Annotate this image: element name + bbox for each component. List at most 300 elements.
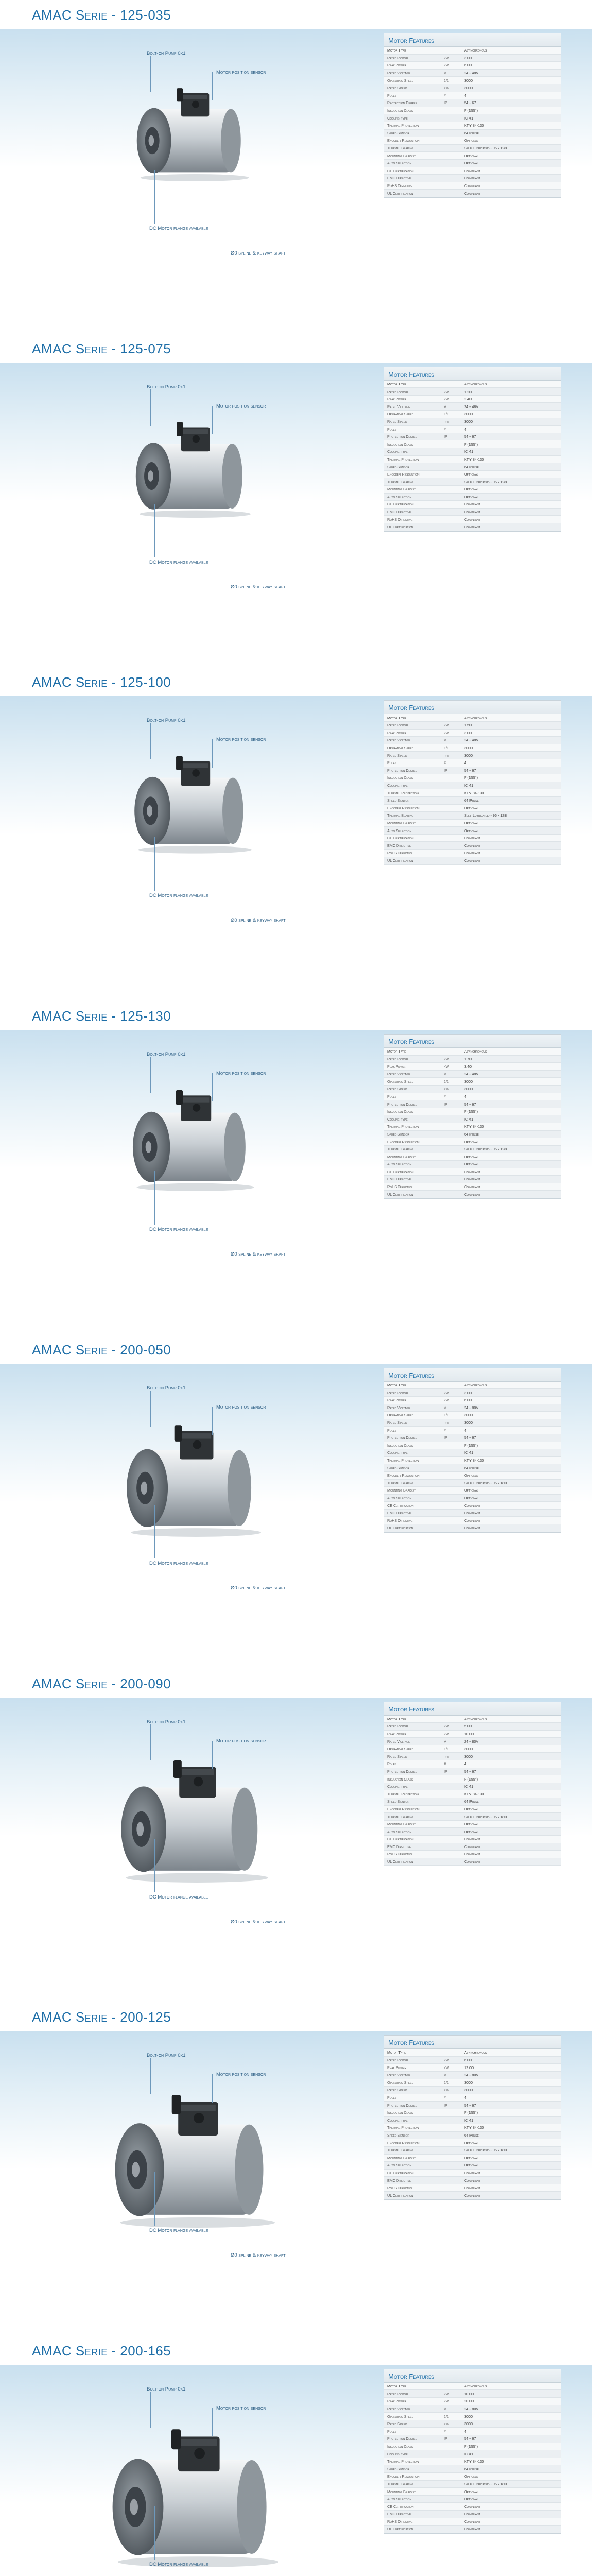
feature-value: KTY 84-130 [464,123,484,128]
feature-unit: # [444,427,446,432]
feature-value: 3000 [464,1754,473,1759]
feature-value: 3000 [464,1079,473,1084]
feature-value: KTY 84-130 [464,2459,484,2464]
section-title: AMAC Serie - 200-050 [32,1342,171,1358]
feature-value: IC 41 [464,115,474,121]
feature-row [384,501,561,509]
feature-value: Self Lubricated - 96 x 180 [464,1480,507,1485]
feature-row [384,1798,561,1806]
feature-row [384,737,561,744]
feature-value: 4 [464,1761,466,1767]
feature-label: EMC Directive [387,843,411,848]
feature-row [384,448,561,456]
feature-label: Thermal Protection [387,790,419,795]
panel-title: Motor Features [384,701,561,714]
feature-value: Self Lubricated - 96 x 180 [464,2148,507,2153]
feature-row [384,1176,561,1183]
feature-unit: rpm [444,753,450,758]
feature-row [384,1753,561,1760]
feature-label: Encoder Resolution [387,805,420,810]
feature-row [384,2443,561,2451]
feature-label: Encoder Resolution [387,1139,420,1144]
feature-label: Motor Type [387,1716,406,1721]
feature-label: Thermal Bearing [387,146,414,151]
motor-features-panel [384,1034,561,1199]
feature-label: Rated Speed [387,419,407,424]
feature-label: Rated Power [387,723,408,728]
feature-value: 64 Pulse [464,2466,479,2471]
feature-unit: 1/1 [444,78,449,83]
feature-value: Compliant [464,2193,480,2198]
feature-row [384,2405,561,2413]
flange-callout: DC Motor flange available [149,1560,208,1566]
feature-row [384,1056,561,1063]
feature-row [384,2398,561,2405]
feature-value: KTY 84-130 [464,1124,484,1129]
feature-unit: kW [444,723,449,728]
feature-value: F (155°) [464,1109,478,1114]
feature-label: Rated Speed [387,2088,407,2093]
feature-label: Rated Speed [387,1754,407,1759]
feature-value: Compliant [464,183,480,188]
feature-label: EMC Directive [387,1177,411,1182]
feature-row [384,1100,561,1108]
feature-value: F (155°) [464,442,478,447]
feature-unit: IP [444,1101,447,1107]
feature-label: Operating Speed [387,745,414,751]
feature-value: Self Lubricated - 96 x 128 [464,813,507,818]
feature-label: Thermal Protection [387,1791,419,1797]
feature-row [384,2420,561,2428]
callout-leader-line [154,2172,155,2226]
feature-row [384,1404,561,1412]
callout-leader-line [154,504,155,557]
feature-value: Compliant [464,191,480,196]
feature-unit: V [444,2406,446,2411]
feature-label: Rated Speed [387,1087,407,1092]
feature-row [384,789,561,797]
section-title: AMAC Serie - 125-130 [32,1008,171,1024]
feature-unit: kW [444,1056,449,1061]
feature-label: Cooling type [387,1784,408,1789]
feature-label: Thermal Bearing [387,1480,414,1485]
feature-value: Optional [464,1139,478,1144]
feature-label: UL Certification [387,1526,413,1531]
feature-label: Poles [387,1761,397,1767]
feature-row [384,2473,561,2481]
feature-unit: rpm [444,1420,450,1426]
feature-row [384,77,561,84]
feature-row [384,463,561,471]
panel-title: Motor Features [384,1702,561,1716]
feature-row [384,494,561,501]
feature-label: Thermal Protection [387,1124,419,1129]
feature-value: 3000 [464,1087,473,1092]
feature-label: Operating Speed [387,1747,414,1752]
feature-value: Optional [464,1496,478,1500]
feature-row [384,523,561,531]
feature-label: Motor Type [387,2050,406,2055]
feature-row [384,381,561,388]
feature-label: Encoder Resolution [387,2140,420,2145]
feature-value: IC 41 [464,1784,474,1789]
feature-label: UL Certification [387,191,413,196]
feature-value: 4 [464,760,466,766]
feature-value: 3000 [464,78,473,83]
feature-label: Motor Type [387,48,406,53]
feature-row [384,744,561,752]
feature-row [384,84,561,92]
feature-label: Speed Sensor [387,1799,409,1804]
feature-row [384,440,561,448]
feature-unit: IP [444,768,447,773]
feature-value: 64 Pulse [464,1799,479,1804]
motor-features-panel [384,1368,561,1533]
shaft-callout: Ø0 spline & keyway shaft [231,1585,286,1591]
feature-row [384,433,561,441]
feature-row [384,471,561,479]
feature-row [384,1048,561,1056]
feature-unit: kW [444,2399,449,2404]
feature-label: Protection Degree [387,1435,417,1440]
feature-row [384,1063,561,1071]
product-section [0,1001,592,1335]
feature-value: 54 - 67 [464,100,476,106]
feature-label: Speed Sensor [387,1131,409,1137]
feature-label: Auto Selection [387,161,412,166]
feature-row [384,1138,561,1146]
feature-value: Compliant [464,2178,480,2183]
callout-leader-line [150,1391,151,1427]
feature-label: Thermal Bearing [387,813,414,818]
feature-row [384,835,561,842]
feature-value: 4 [464,427,466,432]
feature-unit: 1/1 [444,1747,449,1752]
feature-row [384,1775,561,1783]
callout-leader-line [150,723,151,759]
feature-row [384,1412,561,1419]
flange-callout: DC Motor flange available [149,2561,208,2567]
motor-illustration [101,2079,275,2228]
feature-row [384,1161,561,1168]
feature-unit: kW [444,397,449,402]
feature-row [384,1495,561,1502]
feature-row [384,70,561,77]
feature-value: 3000 [464,1747,473,1752]
feature-label: EMC Directive [387,1511,411,1516]
callout-leader-line [154,1171,155,1225]
feature-value: Compliant [464,510,480,515]
feature-label: Peak Power [387,1398,407,1403]
feature-value: 12.00 [464,2065,474,2070]
feature-unit: V [444,1072,446,1077]
feature-label: Insulation Class [387,2110,413,2115]
feature-row [384,509,561,516]
feature-row [384,2496,561,2503]
feature-label: Cooling type [387,115,408,121]
feature-label: Poles [387,2429,397,2434]
feature-label: Encoder Resolution [387,2474,420,2479]
product-section [0,2336,592,2576]
feature-label: Speed Sensor [387,1465,409,1470]
feature-value: 54 - 67 [464,1101,476,1107]
feature-row [384,1168,561,1176]
feature-value: IC 41 [464,2451,474,2456]
feature-label: Thermal Protection [387,2459,419,2464]
feature-unit: IP [444,1435,447,1440]
feature-value: Optional [464,828,478,833]
feature-label: Operating Speed [387,78,414,83]
feature-value: 20.00 [464,2399,474,2404]
feature-row [384,182,561,190]
feature-value: 4 [464,1428,466,1433]
sensor-callout: Motor position sensor [216,403,266,409]
feature-value: IC 41 [464,1450,474,1455]
feature-label: Thermal Bearing [387,2148,414,2153]
feature-row [384,92,561,100]
features-table [384,1716,561,1866]
feature-label: Auto Selection [387,2163,412,2168]
pump-callout: Bolt-on Pump 0x1 [147,2386,186,2392]
feature-row [384,1449,561,1457]
feature-value: Optional [464,138,478,143]
feature-unit: 1/1 [444,1413,449,1418]
feature-row [384,2124,561,2132]
product-section [0,2002,592,2336]
feature-label: UL Certification [387,1859,413,1865]
feature-label: UL Certification [387,2527,413,2532]
feature-value: Asynchronous [464,381,487,386]
feature-unit: V [444,2073,446,2078]
feature-value: 3000 [464,2414,473,2419]
feature-value: 24 - 80V [464,2073,479,2078]
callout-leader-line [154,2506,155,2560]
feature-row [384,2102,561,2109]
feature-value: 54 - 67 [464,1769,476,1774]
feature-label: Protection Degree [387,1101,417,1107]
feature-value: F (155°) [464,1443,478,1448]
feature-row [384,1389,561,1397]
feature-label: Rated Power [387,2391,408,2396]
shaft-callout: Ø0 spline & keyway shaft [231,250,286,256]
feature-label: Cooling type [387,1450,408,1455]
feature-unit: kW [444,1398,449,1403]
feature-label: Insulation Class [387,442,413,447]
feature-row [384,1442,561,1450]
callout-leader-line [212,739,213,768]
feature-label: Protection Degree [387,100,417,106]
feature-label: Rated Power [387,1056,408,1061]
feature-value: 2.40 [464,397,472,402]
feature-value: 64 Pulse [464,464,479,469]
feature-label: UL Certification [387,1192,413,1197]
feature-label: CE Certification [387,836,414,841]
feature-row [384,1745,561,1753]
feature-value: Compliant [464,836,480,841]
feature-value: Optional [464,1162,478,1167]
feature-row [384,730,561,737]
feature-label: EMC Directive [387,510,411,515]
feature-value: Optional [464,1806,478,1811]
feature-value: Compliant [464,517,480,522]
pump-callout: Bolt-on Pump 0x1 [147,1052,186,1058]
feature-label: Speed Sensor [387,798,409,803]
feature-unit: IP [444,2103,447,2108]
feature-label: Speed Sensor [387,2466,409,2471]
feature-label: Rated Voltage [387,404,410,409]
feature-value: Compliant [464,1852,480,1857]
feature-row [384,1153,561,1161]
feature-value: Compliant [464,2504,480,2509]
feature-row [384,2526,561,2533]
features-table [384,47,561,197]
feature-row [384,2518,561,2526]
feature-row [384,1517,561,1524]
feature-value: KTY 84-130 [464,2125,484,2130]
feature-label: Thermal Bearing [387,1147,414,1152]
feature-row [384,1434,561,1442]
feature-label: Rated Speed [387,753,407,758]
shaft-callout: Ø0 spline & keyway shaft [231,2252,286,2259]
feature-value: Compliant [464,1177,480,1182]
motor-features-panel [384,700,561,865]
feature-value: Self Lubricated - 96 x 128 [464,146,507,151]
feature-value: 6.00 [464,63,472,68]
feature-value: Compliant [464,851,480,856]
feature-unit: kW [444,389,449,394]
feature-row [384,2192,561,2199]
feature-label: RoHS Directive [387,2185,413,2191]
motor-features-panel [384,1702,561,1867]
feature-row [384,456,561,464]
feature-value: Optional [464,161,478,166]
feature-row [384,2087,561,2094]
feature-value: IC 41 [464,783,474,788]
features-table [384,381,561,531]
feature-row [384,1108,561,1116]
feature-unit: rpm [444,86,450,91]
feature-value: 3.00 [464,730,472,735]
feature-unit: kW [444,63,449,68]
feature-label: Thermal Bearing [387,1814,414,1819]
feature-value: Asynchronous [464,1049,487,1054]
feature-value: 10.00 [464,1731,474,1736]
feature-label: Protection Degree [387,2436,417,2442]
feature-value: 3000 [464,2088,473,2093]
panel-title: Motor Features [384,2036,561,2049]
feature-value: Compliant [464,1511,480,1516]
feature-row [384,759,561,767]
callout-leader-line [154,1839,155,1892]
feature-value: Compliant [464,1169,480,1174]
feature-row [384,2117,561,2125]
feature-value: Optional [464,821,478,825]
feature-value: Optional [464,487,478,492]
feature-label: RoHS Directive [387,183,413,188]
feature-row [384,1191,561,1198]
feature-unit: V [444,1739,446,1744]
feature-value: Compliant [464,2512,480,2517]
feature-value: 10.00 [464,2391,474,2396]
feature-label: Rated Power [387,1724,408,1729]
sensor-callout: Motor position sensor [216,70,266,75]
feature-label: UL Certification [387,2193,413,2198]
feature-label: Insulation Class [387,1776,413,1782]
sensor-callout: Motor position sensor [216,737,266,743]
feature-label: Cooling type [387,2451,408,2456]
feature-label: Thermal Protection [387,2125,419,2130]
flange-callout: DC Motor flange available [149,559,208,565]
feature-unit: V [444,1405,446,1410]
feature-value: Compliant [464,1184,480,1190]
features-table [384,1382,561,1532]
feature-value: Compliant [464,1503,480,1508]
feature-value: Compliant [464,1518,480,1523]
section-title: AMAC Serie - 200-125 [32,2009,171,2025]
feature-label: RoHS Directive [387,851,413,856]
feature-label: Thermal Bearing [387,479,414,484]
feature-unit: kW [444,730,449,735]
panel-title: Motor Features [384,1368,561,1382]
feature-value: Optional [464,1154,478,1159]
feature-row [384,152,561,160]
feature-value: Compliant [464,1844,480,1849]
feature-value: KTY 84-130 [464,456,484,462]
feature-unit: 1/1 [444,412,449,417]
shaft-callout: Ø0 spline & keyway shaft [231,1251,286,1258]
feature-row [384,2450,561,2458]
feature-label: Rated Power [387,2058,408,2063]
feature-label: Protection Degree [387,434,417,439]
feature-unit: # [444,760,446,766]
feature-label: Peak Power [387,397,407,402]
feature-row [384,478,561,486]
feature-unit: IP [444,100,447,106]
feature-value: Compliant [464,502,480,507]
feature-value: Asynchronous [464,2384,487,2389]
feature-label: Rated Voltage [387,1405,410,1410]
feature-value: Compliant [464,1192,480,1197]
feature-label: Cooling type [387,449,408,454]
feature-row [384,1783,561,1791]
feature-row [384,1806,561,1814]
feature-label: Operating Speed [387,2080,414,2085]
product-section [0,1669,592,2003]
flange-callout: DC Motor flange available [149,2228,208,2234]
feature-label: Mounting Bracket [387,821,416,825]
feature-label: Auto Selection [387,2497,412,2502]
feature-label: Peak Power [387,1731,407,1736]
flange-callout: DC Motor flange available [149,226,208,231]
feature-value: Self Lubricated - 96 x 180 [464,2481,507,2486]
feature-value: Compliant [464,858,480,863]
feature-label: Poles [387,427,397,432]
feature-row [384,1510,561,1517]
feature-value: 64 Pulse [464,2133,479,2138]
feature-label: Peak Power [387,2065,407,2070]
feature-value: 54 - 67 [464,434,476,439]
feature-value: Self Lubricated - 96 x 128 [464,479,507,484]
feature-value: 6.00 [464,2058,472,2063]
feature-label: CE Certification [387,168,414,173]
feature-label: Speed Sensor [387,464,409,469]
callout-leader-line [212,1073,213,1101]
panel-title: Motor Features [384,2369,561,2383]
feature-row [384,1716,561,1723]
feature-row [384,2109,561,2117]
feature-label: Thermal Protection [387,1458,419,1463]
feature-value: 3000 [464,1420,473,1426]
